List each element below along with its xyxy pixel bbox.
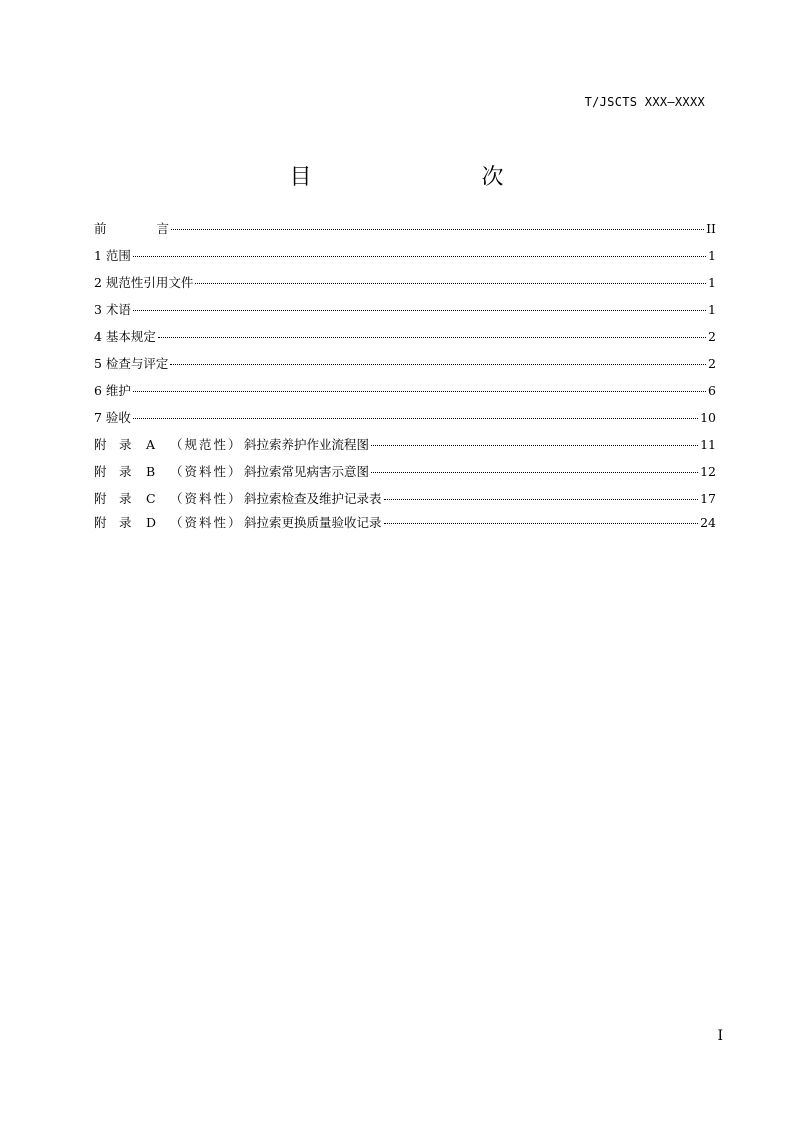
appendix-word: 附 录 (94, 464, 132, 479)
dot-leader (384, 523, 699, 524)
toc-entry-label: 1 范围 (94, 248, 131, 263)
toc-entry-foreword[interactable] (94, 219, 716, 246)
dot-leader (170, 364, 706, 365)
dot-leader (133, 391, 706, 392)
toc-entry-label: 3 术语 (94, 302, 131, 317)
appendix-type: （资料性） (170, 515, 243, 530)
toc-entry-basic-provisions[interactable] (94, 327, 716, 354)
toc-entry-page: 17 (700, 491, 716, 506)
toc-entry-label (94, 513, 382, 533)
toc-entry-page: 2 (708, 356, 716, 371)
toc-entry-label: 4 基本规定 (94, 329, 156, 344)
toc-entry-label: 2 规范性引用文件 (94, 275, 194, 290)
toc-entry-label: 前 言 (94, 221, 170, 236)
appendix-letter: B (146, 464, 156, 479)
toc-entry-page: 12 (700, 464, 716, 479)
appendix-word: 附 录 (94, 515, 132, 530)
toc-entry-page: 24 (700, 515, 716, 530)
toc-entry-page: 1 (708, 275, 716, 290)
page-number: I (717, 1028, 723, 1044)
toc-entry-page: 11 (700, 437, 716, 452)
toc-entry-normative-references[interactable] (94, 273, 716, 300)
dot-leader (133, 256, 706, 257)
appendix-type: （资料性） (170, 491, 243, 506)
toc-entry-page: 10 (700, 410, 716, 425)
toc-title: 目 次 (289, 165, 546, 190)
dot-leader (133, 418, 698, 419)
appendix-word: 附 录 (94, 491, 132, 506)
appendix-word: 附 录 (94, 437, 132, 452)
toc-entry-label: 5 检查与评定 (94, 356, 169, 371)
document-code: T/JSCTS XXX—XXXX (584, 95, 705, 109)
toc-entry-maintenance[interactable] (94, 381, 716, 408)
toc-entry-page: 1 (708, 248, 716, 263)
toc-entry-label (94, 489, 382, 509)
toc-entry-label (94, 435, 369, 455)
toc-entry-page: II (706, 221, 716, 236)
dot-leader (371, 445, 698, 446)
dot-leader (195, 283, 706, 284)
appendix-title: 斜拉索更换质量验收记录 (244, 515, 382, 530)
dot-leader (371, 472, 698, 473)
table-of-contents (94, 219, 716, 537)
toc-entry-page: 1 (708, 302, 716, 317)
appendix-type: （资料性） (170, 464, 243, 479)
appendix-type: （规范性） (170, 437, 243, 452)
appendix-letter: A (146, 437, 156, 452)
toc-entry-label: 6 维护 (94, 383, 131, 398)
toc-entry-scope[interactable] (94, 246, 716, 273)
toc-entry-inspection[interactable] (94, 354, 716, 381)
appendix-letter: D (146, 515, 157, 530)
appendix-title: 斜拉索检查及维护记录表 (244, 491, 382, 506)
appendix-title: 斜拉索养护作业流程图 (244, 437, 370, 452)
toc-entry-appendix-c[interactable] (94, 489, 716, 513)
toc-entry-acceptance[interactable] (94, 408, 716, 435)
toc-entry-appendix-b[interactable] (94, 462, 716, 489)
toc-entry-appendix-a[interactable] (94, 435, 716, 462)
appendix-title: 斜拉索常见病害示意图 (244, 464, 370, 479)
appendix-letter: C (146, 491, 156, 506)
toc-entry-appendix-d[interactable] (94, 513, 716, 537)
toc-entry-label (94, 462, 369, 482)
dot-leader (158, 337, 706, 338)
toc-entry-page: 6 (708, 383, 716, 398)
dot-leader (171, 229, 704, 230)
toc-entry-page: 2 (708, 329, 716, 344)
dot-leader (384, 499, 699, 500)
toc-entry-terms[interactable] (94, 300, 716, 327)
toc-entry-label: 7 验收 (94, 410, 131, 425)
dot-leader (133, 310, 706, 311)
